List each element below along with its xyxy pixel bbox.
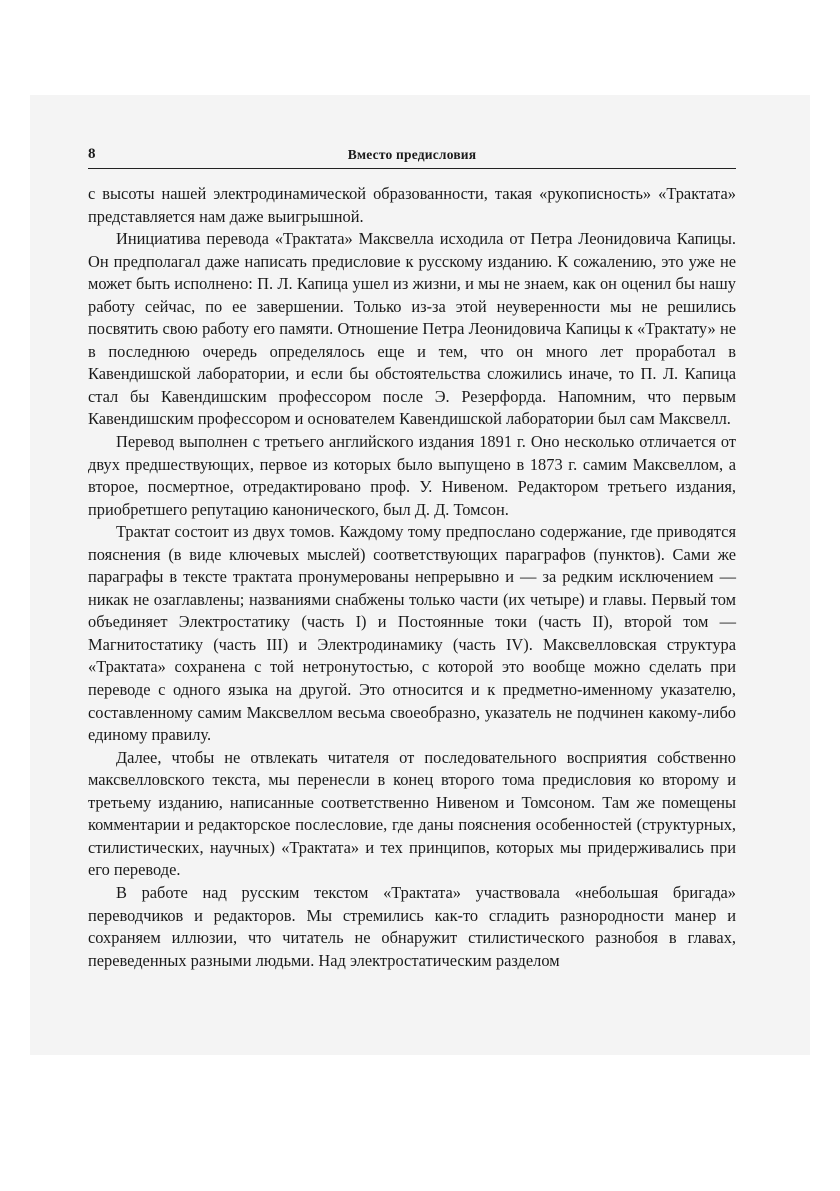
paragraph-prefaces-comments: Далее, чтобы не отвлекать читателя от последовательного восприятия собственно максвелловского текста, мы перенесли в конец второго тома предисловия ко второму и третьему изданию, написанные соответственно Нивеном и Томсоном. Там же помещены комментарии и редакторское послесловие, где даны пояснения особенностей (структурных, стилистических, научных) «Трактата» и тех принципов, которых мы придерживались при его переводе. bbox=[88, 747, 736, 880]
header-rule bbox=[88, 168, 736, 169]
running-title: Вместо предисловия bbox=[347, 147, 477, 162]
paragraph-translation-team: В работе над русским текстом «Трактата» участвовала «небольшая бригада» переводчиков и редакторов. Мы стремились как-то сгладить разнородности манер и сохраняем иллюзии, что читатель не обнаружит стилистического разнобоя в главах, переведенных разными людьми. Над электростатическим разделом bbox=[88, 882, 736, 970]
paragraph-continued: с высоты нашей электродинамической образованности, такая «рукописность» «Трактата» представляется нам даже выигрышной. bbox=[88, 184, 736, 226]
page-number: 8 bbox=[88, 146, 96, 162]
paragraph-treatise-structure: Трактат состоит из двух томов. Каждому тому предпослано содержание, где приводятся пояснения (в виде ключевых мыслей) соответствующих параграфов (пунктов). Сами же параграфы в тексте трактата пронумерованы непрерывно и — за редким исключением — никак не озаглавлены; названиями снабжены только части (их четыре) и главы. Первый том объединяет Электростатику (часть I) и Постоянные токи (часть II), второй том — Магнитостатику (часть III) и Электродинамику (часть IV). Максвелловская структура «Трактата» сохранена с той нетронутостью, с которой это вообще можно сделать при переводе с одного языка на другой. Это относится и к предметно-именному указателю, составленному самим Максвеллом весьма своеобразно, указатель не подчинен какому-либо единому правилу. bbox=[88, 522, 736, 745]
body-text bbox=[88, 183, 736, 972]
paragraph-kapitsa: Инициатива перевода «Трактата» Максвелла исходила от Петра Леонидовича Капицы. Он предполагал даже написать предисловие к русскому изданию. К сожалению, это уже не может быть исполнено: П. Л. Капица ушел из жизни, и мы не знаем, как он оценил бы нашу работу сейчас, по ее завершении. Только из-за этой неуверенности мы не решились посвятить свою работу его памяти. Отношение Петра Леонидовича Капицы к «Трактату» не в последнюю очередь определялось еще и тем, что он много лет проработал в Кавендишской лаборатории, и если бы обстоятельства сложились иначе, то П. Л. Капица стал бы Кавендишским профессором после Э. Резерфорда. Напомним, что первым Кавендишским профессором и основателем Кавендишской лаборатории был сам Максвелл. bbox=[88, 229, 736, 429]
paragraph-translation-edition: Перевод выполнен с третьего английского издания 1891 г. Оно несколько отличается от двух предшествующих, первое из которых было выпущено в 1873 г. самим Максвеллом, а второе, посмертное, отредактировано проф. У. Нивеном. Редактором третьего издания, приобретшего репутацию канонического, был Д. Д. Томсон. bbox=[88, 432, 736, 519]
page-header bbox=[88, 146, 736, 164]
